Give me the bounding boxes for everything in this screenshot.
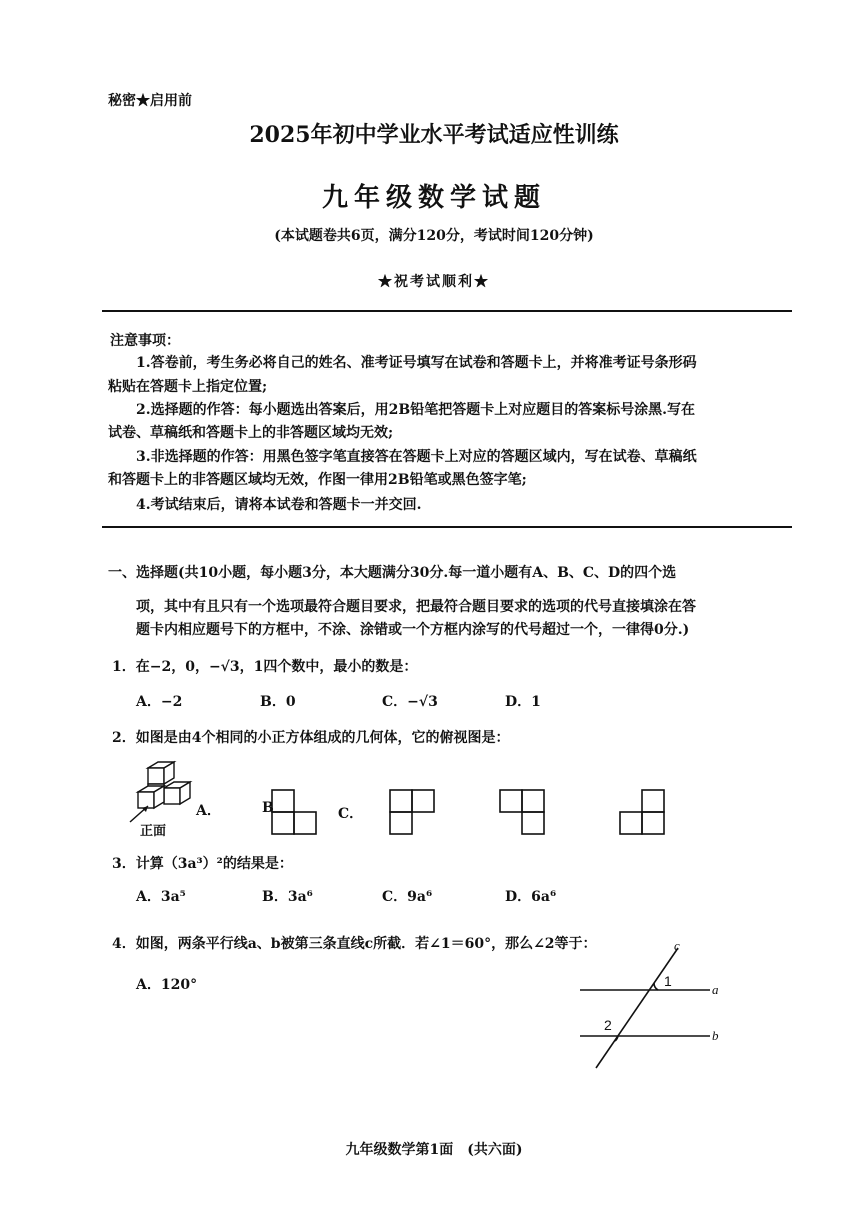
q3-stem: 3．计算（3a³）²的结果是： <box>112 856 293 872</box>
q4-label-a: a <box>712 982 719 997</box>
q2-option-a: A． <box>196 803 221 819</box>
q4-label-c: c <box>674 940 680 953</box>
section1-line: 题卡内相应题号下的方框中，不涂、涂错或一个方框内涂写的代号超过一个，一律得0分.) <box>136 622 690 638</box>
q2-option-c: C． <box>338 806 364 822</box>
q2-option-c-figure <box>386 788 438 836</box>
divider-bottom <box>102 526 792 528</box>
secret-label: 秘密★启用前 <box>108 93 192 109</box>
q3-option-c: C．9a⁶ <box>382 889 433 905</box>
q4-label-angle1: 1 <box>664 973 672 989</box>
exam-title: 2025年初中学业水平考试适应性训练 <box>249 122 619 148</box>
q2-stem: 2．如图是由4个相同的小正方体组成的几何体，它的俯视图是： <box>112 730 510 746</box>
q2-option-b: B <box>262 800 274 816</box>
exam-wish: ★祝考试顺利★ <box>378 274 490 290</box>
section1-line: 一、选择题(共10小题，每小题3分，本大题满分30分.每一道小题有A、B、C、D的四个选 <box>108 565 677 581</box>
q4-option-a: A．120° <box>136 977 198 993</box>
notice-title: 注意事项： <box>110 333 180 349</box>
q1-option-b: B．0 <box>260 694 296 710</box>
notice-line: 试卷、草稿纸和答题卡上的非答题区域均无效; <box>108 425 394 441</box>
q4-label-b: b <box>712 1028 719 1043</box>
q2-option-b-figure <box>268 788 320 836</box>
q3-option-a: A．3a⁵ <box>136 889 186 905</box>
notice-line: 2.选择题的作答：每小题选出答案后，用2B铅笔把答题卡上对应题目的答案标号涂黑.写在 <box>136 402 696 418</box>
q1-option-c: C．−√3 <box>382 694 438 710</box>
notice-line: 4.考试结束后，请将本试卷和答题卡一并交回. <box>136 497 422 513</box>
notice-line: 1.答卷前，考生务必将自己的姓名、准考证号填写在试卷和答题卡上，并将准考证号条形码 <box>136 355 697 371</box>
q1-option-d: D．1 <box>505 694 541 710</box>
q4-stem: 4．如图，两条平行线a、b被第三条直线c所截．若∠1＝60°，那么∠2等于： <box>112 936 597 952</box>
divider-top <box>102 310 792 312</box>
q4-parallel-lines-diagram <box>574 940 734 1075</box>
q2-option-figure-4 <box>616 788 668 836</box>
notice-line: 粘贴在答题卡上指定位置; <box>108 379 268 395</box>
q2-option-figure-3 <box>496 788 548 836</box>
notice-line: 3.非选择题的作答：用黑色签字笔直接答在答题卡上对应的答题区域内，写在试卷、草稿纸 <box>136 449 697 465</box>
q3-option-d: D．6a⁶ <box>505 889 557 905</box>
q1-option-a: A．−2 <box>136 694 183 710</box>
exam-subtitle: 九年级数学试题 <box>321 183 546 213</box>
section1-line: 项，其中有且只有一个选项最符合题目要求，把最符合题目要求的选项的代号直接填涂在答 <box>136 599 696 615</box>
q2-front-label: 正面 <box>140 824 167 839</box>
q3-option-b: B．3a⁶ <box>262 889 313 905</box>
q4-label-angle2: 2 <box>604 1017 612 1033</box>
exam-info: (本试题卷共6页，满分120分，考试时间120分钟) <box>274 228 594 244</box>
q1-stem: 1．在−2，0，−√3，1四个数中，最小的数是： <box>112 659 418 675</box>
page-footer: 九年级数学第1面 (共六面) <box>345 1142 523 1158</box>
notice-line: 和答题卡上的非答题区域均无效，作图一律用2B铅笔或黑色签字笔; <box>108 472 527 488</box>
